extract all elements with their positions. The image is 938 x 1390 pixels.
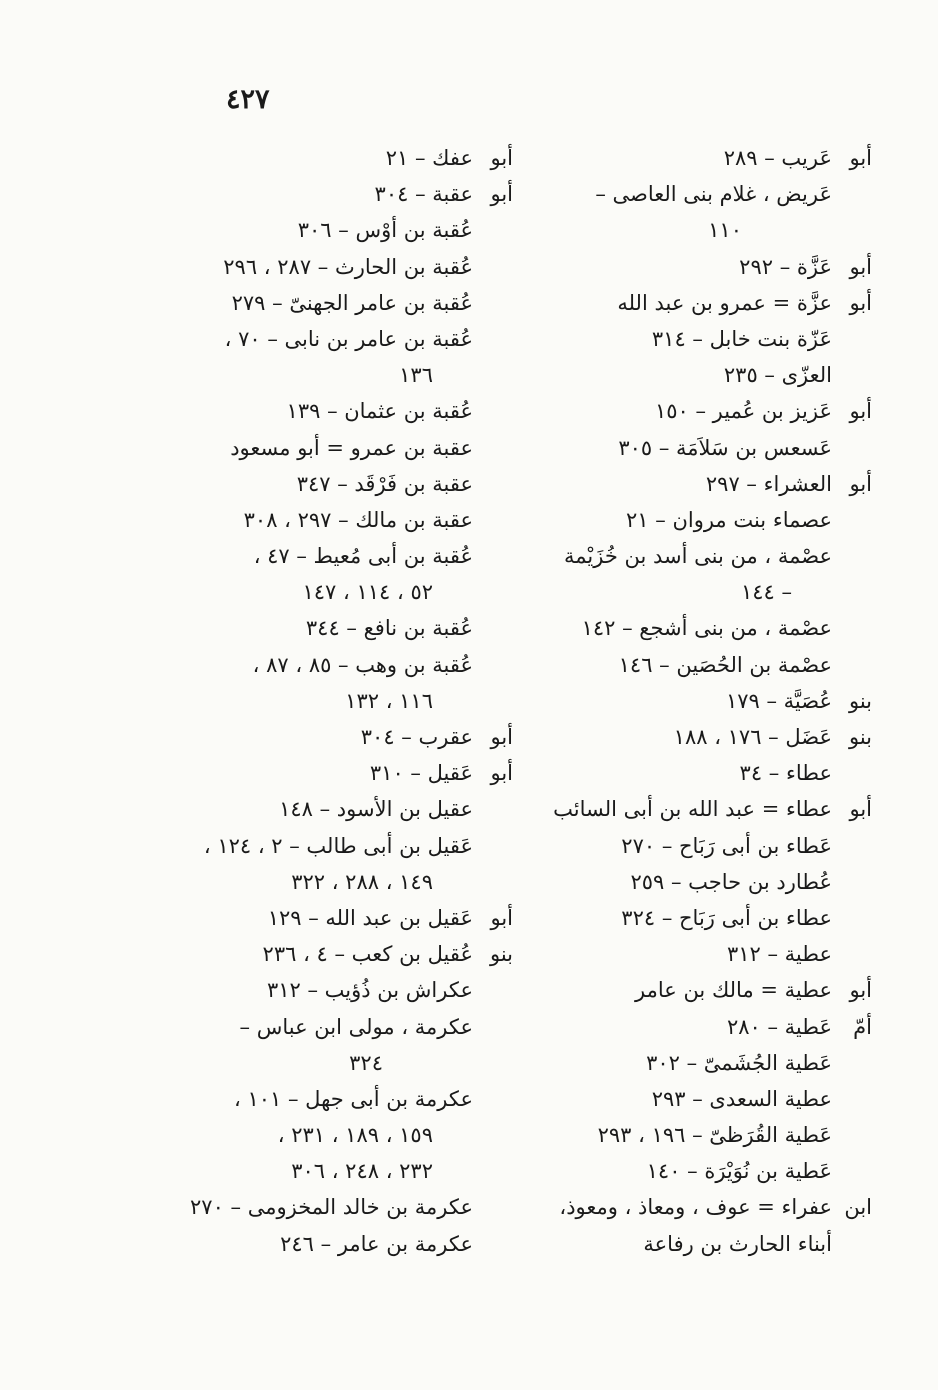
entry-prefix xyxy=(832,357,872,393)
entry-prefix xyxy=(832,936,872,972)
entry-prefix xyxy=(473,683,513,719)
entry-prefix xyxy=(473,357,513,393)
entry-text: عقرب – ٣٠٤ xyxy=(360,725,473,749)
index-entry xyxy=(552,321,872,357)
entry-prefix xyxy=(473,972,513,1008)
entry-text: عَريض ، غلام بنى العاصى – xyxy=(595,182,832,207)
entry-prefix xyxy=(832,1226,872,1262)
entry-text: ٣٢٤ xyxy=(349,1050,383,1075)
index-entry xyxy=(183,538,513,574)
entry-text: ١٣٦ xyxy=(399,363,433,388)
entry-prefix xyxy=(832,1045,872,1081)
entry-prefix: ابن xyxy=(844,1195,872,1220)
page-number: ٤٢٧ xyxy=(226,84,270,115)
entry-text: ١٤٩ ، ٢٨٨ ، ٣٢٢ xyxy=(291,869,433,894)
entry-prefix xyxy=(832,610,872,646)
index-entry xyxy=(183,1081,513,1117)
index-entry xyxy=(183,574,513,610)
index-entry xyxy=(183,755,513,791)
index-entry xyxy=(552,1226,872,1262)
entry-prefix: أبو xyxy=(849,146,872,170)
index-entry xyxy=(183,249,513,285)
entry-text: عطاء = عبد الله بن أبى السائب xyxy=(553,797,832,822)
entry-prefix xyxy=(832,321,872,357)
entry-prefix xyxy=(473,249,513,285)
index-entry xyxy=(552,285,872,321)
index-entry xyxy=(552,466,872,502)
index-entry xyxy=(552,176,872,212)
entry-prefix: أبو xyxy=(490,761,513,786)
entry-text: عطاء – ٣٤ xyxy=(739,761,832,786)
entry-text: عَطاء بن أبى رَبَاح – ٢٧٠ xyxy=(621,833,832,858)
entry-text: عصْمة ، من بنى أشجع – ١٤٢ xyxy=(581,616,832,641)
entry-prefix xyxy=(473,610,513,646)
index-entry xyxy=(552,1153,872,1189)
index-entry xyxy=(183,647,513,683)
entry-prefix: أبو xyxy=(490,146,513,170)
index-entry xyxy=(552,864,872,900)
index-column-left xyxy=(183,140,513,1262)
index-entry xyxy=(183,140,513,176)
entry-prefix xyxy=(473,1189,513,1225)
entry-text: عُطارد بن حاجب – ٢٥٩ xyxy=(630,869,832,894)
entry-prefix xyxy=(832,502,872,538)
index-entry xyxy=(552,430,872,466)
entry-text: عقبة بن فَرْقَد – ٣٤٧ xyxy=(296,471,473,496)
entry-text: عكرمة بن أبى جهل – ١٠١ ، xyxy=(234,1086,473,1111)
entry-prefix xyxy=(832,828,872,864)
index-entry xyxy=(183,900,513,936)
entry-text: عَريب – ٢٨٩ xyxy=(723,146,832,170)
index-entry xyxy=(183,1009,513,1045)
index-entry xyxy=(552,1081,872,1117)
entry-text: عُقبة بن عامر بن نابى – ٧٠ ، xyxy=(224,326,473,351)
entry-text: ٥٢ ، ١١٤ ، ١٤٧ xyxy=(302,580,433,605)
entry-text: عُقبة بن أبى مُعيط – ٤٧ ، xyxy=(253,544,473,569)
entry-prefix: بنو xyxy=(848,688,872,713)
index-entry xyxy=(183,1045,513,1081)
entry-prefix xyxy=(473,828,513,864)
index-entry xyxy=(552,574,872,610)
entry-prefix: أبو xyxy=(849,399,872,424)
index-entry xyxy=(552,936,872,972)
entry-text: عَقيل بن عبد الله – ١٢٩ xyxy=(267,905,473,930)
entry-prefix xyxy=(832,1117,872,1153)
entry-text: عَزّة بنت خابل – ٣١٤ xyxy=(651,326,832,351)
entry-text: عُقبة بن أوْس – ٣٠٦ xyxy=(297,218,473,243)
entry-prefix xyxy=(473,647,513,683)
entry-text: عُقبة بن الحارث – ٢٨٧ ، ٢٩٦ xyxy=(223,254,473,279)
entry-text: عَطية بن نُوَيْرَة – ١٤٠ xyxy=(646,1159,832,1184)
index-entry xyxy=(183,357,513,393)
entry-prefix: أبو xyxy=(490,905,513,930)
entry-text: عطية السعدى – ٢٩٣ xyxy=(651,1086,832,1111)
entry-prefix xyxy=(473,502,513,538)
entry-text: عَزَّة – ٢٩٢ xyxy=(739,254,832,279)
index-entry xyxy=(552,828,872,864)
entry-text: ٢٣٢ ، ٢٤٨ ، ٣٠٦ xyxy=(291,1159,433,1184)
entry-prefix xyxy=(473,1045,513,1081)
entry-prefix xyxy=(473,1226,513,1262)
index-entry xyxy=(183,285,513,321)
entry-text: عقبة – ٣٠٤ xyxy=(374,182,473,207)
entry-text: عُقبة بن عثمان – ١٣٩ xyxy=(286,399,473,424)
entry-prefix xyxy=(473,1117,513,1153)
entry-text: عصماء بنت مروان – ٢١ xyxy=(626,507,832,532)
index-entry xyxy=(183,176,513,212)
index-entry xyxy=(183,1117,513,1153)
entry-prefix xyxy=(832,864,872,900)
entry-prefix: أبو xyxy=(490,725,513,749)
entry-prefix xyxy=(832,1081,872,1117)
index-entry xyxy=(183,1189,513,1225)
index-entry xyxy=(552,791,872,827)
entry-text: عُقبة بن نافع – ٣٤٤ xyxy=(305,616,473,641)
entry-text: عَطية الجُشَمىّ – ٣٠٢ xyxy=(646,1050,832,1075)
index-entry xyxy=(552,1117,872,1153)
index-entry xyxy=(552,647,872,683)
entry-text: عطاء بن أبى رَبَاح – ٣٢٤ xyxy=(621,905,832,930)
index-entry xyxy=(183,212,513,248)
entry-prefix xyxy=(473,1081,513,1117)
index-entry xyxy=(552,972,872,1008)
entry-prefix: أبو xyxy=(849,978,872,1003)
entry-text: العزّى – ٢٣٥ xyxy=(723,363,832,388)
index-entry xyxy=(183,610,513,646)
entry-prefix: أبو xyxy=(849,797,872,822)
entry-text: عقيل بن الأسود – ١٤٨ xyxy=(279,797,473,822)
entry-text: عكرمة بن خالد المخزومى – ٢٧٠ xyxy=(190,1195,473,1220)
entry-text: عَسعس بن سَلاَمَة – ٣٠٥ xyxy=(618,435,832,460)
entry-text: عكرمة بن عامر – ٢٤٦ xyxy=(280,1231,473,1256)
index-entry xyxy=(183,466,513,502)
entry-prefix: أبو xyxy=(849,254,872,279)
entry-text: عَطية القُرَظىّ – ١٩٦ ، ٢٩٣ xyxy=(597,1123,832,1148)
entry-prefix xyxy=(473,430,513,466)
entry-text: عطية = مالك بن عامر xyxy=(635,978,832,1003)
entry-prefix xyxy=(473,321,513,357)
index-entry xyxy=(552,249,872,285)
entry-text: ١٥٩ ، ١٨٩ ، ٢٣١ ، xyxy=(277,1123,433,1148)
entry-prefix: بنو xyxy=(848,725,872,749)
entry-text: عُقبة بن عامر الجهنىّ – ٢٧٩ xyxy=(231,290,473,315)
index-entry xyxy=(552,357,872,393)
entry-text: عكرمة ، مولى ابن عباس – xyxy=(239,1014,473,1039)
entry-text: عصْمة ، من بنى أسد بن خُزَيْمة xyxy=(564,544,832,569)
index-column-right xyxy=(552,140,872,1262)
entry-text: عُصَيَّة – ١٧٩ xyxy=(725,688,832,713)
index-entry xyxy=(183,321,513,357)
entry-text: عزَّة = عمرو بن عبد الله xyxy=(617,290,832,315)
index-entry xyxy=(552,1045,872,1081)
entry-text: عطية – ٣١٢ xyxy=(726,942,832,967)
index-entry xyxy=(183,828,513,864)
index-entry xyxy=(183,1153,513,1189)
entry-text: ١١٠ xyxy=(708,218,742,243)
entry-text: أبناء الحارث بن رفاعة xyxy=(643,1231,832,1256)
entry-text: عفك – ٢١ xyxy=(385,146,473,170)
entry-text: – ١٤٤ xyxy=(740,580,792,605)
entry-text: عكراش بن ذُؤيب – ٣١٢ xyxy=(266,978,473,1003)
entry-prefix: بنو xyxy=(489,942,513,967)
index-entry xyxy=(183,936,513,972)
index-entry xyxy=(552,755,872,791)
entry-prefix xyxy=(832,574,872,610)
entry-prefix xyxy=(832,1153,872,1189)
index-entry xyxy=(552,1189,872,1225)
entry-prefix xyxy=(832,647,872,683)
index-entry xyxy=(552,502,872,538)
entry-prefix: أبو xyxy=(849,471,872,496)
entry-text: عَضَل – ١٧٦ ، ١٨٨ xyxy=(673,725,832,749)
entry-prefix xyxy=(473,864,513,900)
index-entry xyxy=(552,1009,872,1045)
index-entry xyxy=(552,683,872,719)
index-entry xyxy=(183,1226,513,1262)
index-entry xyxy=(183,864,513,900)
entry-text: عُقيل بن كعب – ٤ ، ٢٣٦ xyxy=(262,942,473,967)
entry-prefix xyxy=(832,176,872,212)
entry-prefix xyxy=(473,1009,513,1045)
entry-prefix xyxy=(473,1153,513,1189)
index-entry xyxy=(552,719,872,755)
index-entry xyxy=(183,719,513,755)
index-entry xyxy=(183,683,513,719)
entry-text: عُقبة بن وهب – ٨٥ ، ٨٧ ، xyxy=(252,652,473,677)
entry-text: عفراء = عوف ، ومعاذ ، ومعوذ، xyxy=(559,1195,832,1220)
entry-prefix xyxy=(832,538,872,574)
entry-prefix: أمّ xyxy=(853,1014,872,1039)
index-entry xyxy=(552,393,872,429)
index-entry xyxy=(552,140,872,176)
index-entry xyxy=(183,430,513,466)
entry-text: عصْمة بن الحُصَين – ١٤٦ xyxy=(618,652,832,677)
index-entry xyxy=(183,393,513,429)
index-entry xyxy=(552,538,872,574)
entry-prefix xyxy=(473,285,513,321)
entry-prefix xyxy=(832,212,872,248)
entry-text: ١١٦ ، ١٣٢ xyxy=(345,688,433,713)
entry-prefix xyxy=(473,791,513,827)
entry-prefix xyxy=(832,430,872,466)
entry-text: عقبة بن عمرو = أبو مسعود xyxy=(230,435,473,460)
entry-text: عَقيل – ٣١٠ xyxy=(369,761,473,786)
entry-prefix xyxy=(473,466,513,502)
entry-prefix xyxy=(832,755,872,791)
entry-text: عَقيل بن أبى طالب – ٢ ، ١٢٤ ، xyxy=(203,833,473,858)
index-entry xyxy=(183,972,513,1008)
index-entry xyxy=(183,791,513,827)
entry-text: عَزيز بن عُمير – ١٥٠ xyxy=(654,399,832,424)
entry-prefix: أبو xyxy=(490,182,513,207)
entry-prefix xyxy=(832,900,872,936)
entry-prefix xyxy=(473,574,513,610)
entry-prefix xyxy=(473,212,513,248)
entry-text: عقبة بن مالك – ٢٩٧ ، ٣٠٨ xyxy=(243,507,473,532)
index-entry xyxy=(552,610,872,646)
entry-prefix xyxy=(473,393,513,429)
entry-prefix: أبو xyxy=(849,290,872,315)
index-entry xyxy=(183,502,513,538)
index-entry xyxy=(552,212,872,248)
entry-text: العشراء – ٢٩٧ xyxy=(705,471,832,496)
entry-text: عَطية – ٢٨٠ xyxy=(726,1014,832,1039)
entry-prefix xyxy=(473,538,513,574)
index-entry xyxy=(552,900,872,936)
